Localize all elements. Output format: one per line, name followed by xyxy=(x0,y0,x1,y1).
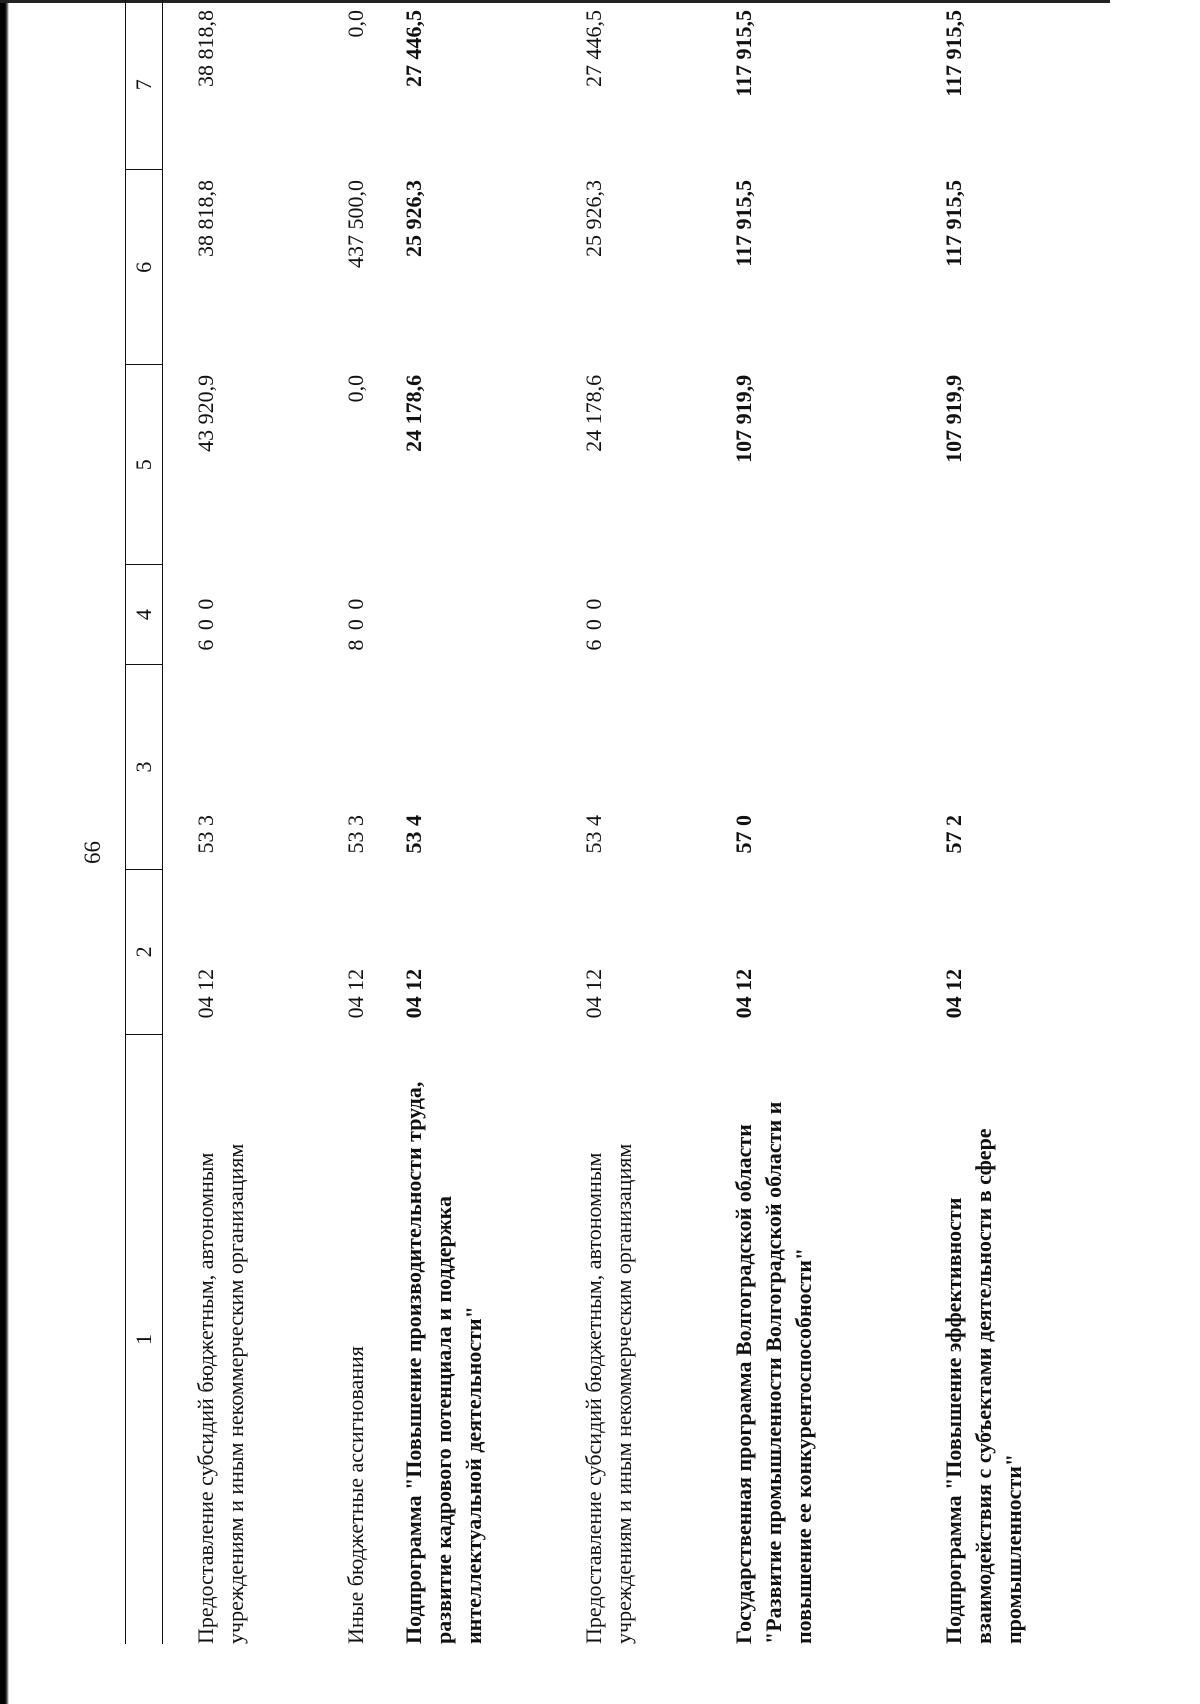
header-col-4: 4 xyxy=(126,565,163,665)
row-section: 04 12 xyxy=(731,968,756,1019)
row-col5: 43 920,9 xyxy=(193,374,218,452)
table-row xyxy=(911,0,1061,1644)
budget-table xyxy=(125,0,1061,1644)
row-target: 53 4 xyxy=(581,814,606,854)
header-col-2: 2 xyxy=(126,869,163,1034)
table-row xyxy=(163,0,314,1644)
row-col5: 24 178,6 xyxy=(581,374,606,452)
row-col5: 0,0 xyxy=(343,374,368,403)
row-col6: 117 915,5 xyxy=(731,179,756,267)
table-row xyxy=(371,0,551,1644)
header-col-5: 5 xyxy=(126,365,163,565)
row-name: Предоставление субсидий бюджетным, автономным учреждениям и иным некоммерческим организациям xyxy=(193,1143,248,1644)
header-row xyxy=(126,0,163,1644)
header-col-1: 1 xyxy=(126,1034,163,1644)
row-expense-type: 6 0 0 xyxy=(581,596,606,651)
row-col7: 0,0 xyxy=(343,10,368,38)
row-expense-type xyxy=(911,565,1061,665)
row-expense-type: 8 0 0 xyxy=(343,596,368,651)
row-name: Государственная программа Волгоградской области "Развитие промышленности Волгоградской области и повышение ее конкурентоспособности" xyxy=(731,1101,816,1644)
header-col-6: 6 xyxy=(126,170,163,365)
row-name: Подпрограмма "Повышение производительности труда, развитие кадрового потенциала и поддержка интеллектуальной деятельности" xyxy=(401,1081,486,1644)
row-col6: 117 915,5 xyxy=(941,179,966,267)
header-col-3: 3 xyxy=(126,665,163,870)
table-row xyxy=(701,0,911,1644)
row-section: 04 12 xyxy=(343,968,368,1019)
row-target: 53 3 xyxy=(343,814,368,854)
row-target: 53 3 xyxy=(193,814,218,854)
row-section: 04 12 xyxy=(401,968,426,1019)
row-expense-type xyxy=(371,565,551,665)
header-col-7: 7 xyxy=(126,0,163,170)
row-target: 57 2 xyxy=(941,814,966,854)
table-row xyxy=(551,0,701,1644)
row-expense-type xyxy=(701,565,911,665)
table-row xyxy=(313,0,371,1644)
row-target: 57 0 xyxy=(731,814,756,854)
row-name: Предоставление субсидий бюджетным, автономным учреждениям и иным некоммерческим организациям xyxy=(581,1143,636,1644)
row-col5: 107 919,9 xyxy=(731,374,756,463)
row-section: 04 12 xyxy=(941,968,966,1019)
row-col7: 117 915,5 xyxy=(941,10,966,97)
row-section: 04 12 xyxy=(581,968,606,1019)
row-section: 04 12 xyxy=(193,968,218,1019)
row-col7: 117 915,5 xyxy=(731,10,756,97)
row-col6: 25 926,3 xyxy=(581,179,606,257)
row-col6: 38 818,8 xyxy=(193,179,218,257)
row-col6: 25 926,3 xyxy=(401,179,426,257)
row-name: Иные бюджетные ассигнования xyxy=(343,1346,368,1644)
row-col5: 107 919,9 xyxy=(941,374,966,463)
row-expense-type: 6 0 0 xyxy=(193,596,218,651)
row-name: Подпрограмма "Повышение эффективности взаимодействия с субъектами деятельности в сфере промышленности" xyxy=(941,1128,1026,1644)
row-target: 53 4 xyxy=(401,814,426,854)
row-col5: 24 178,6 xyxy=(401,374,426,452)
row-col7: 38 818,8 xyxy=(193,10,218,87)
row-col7: 27 446,5 xyxy=(581,10,606,87)
row-col6: 437 500,0 xyxy=(343,179,368,268)
page-number: 66 xyxy=(80,841,105,864)
row-col7: 27 446,5 xyxy=(401,10,426,87)
